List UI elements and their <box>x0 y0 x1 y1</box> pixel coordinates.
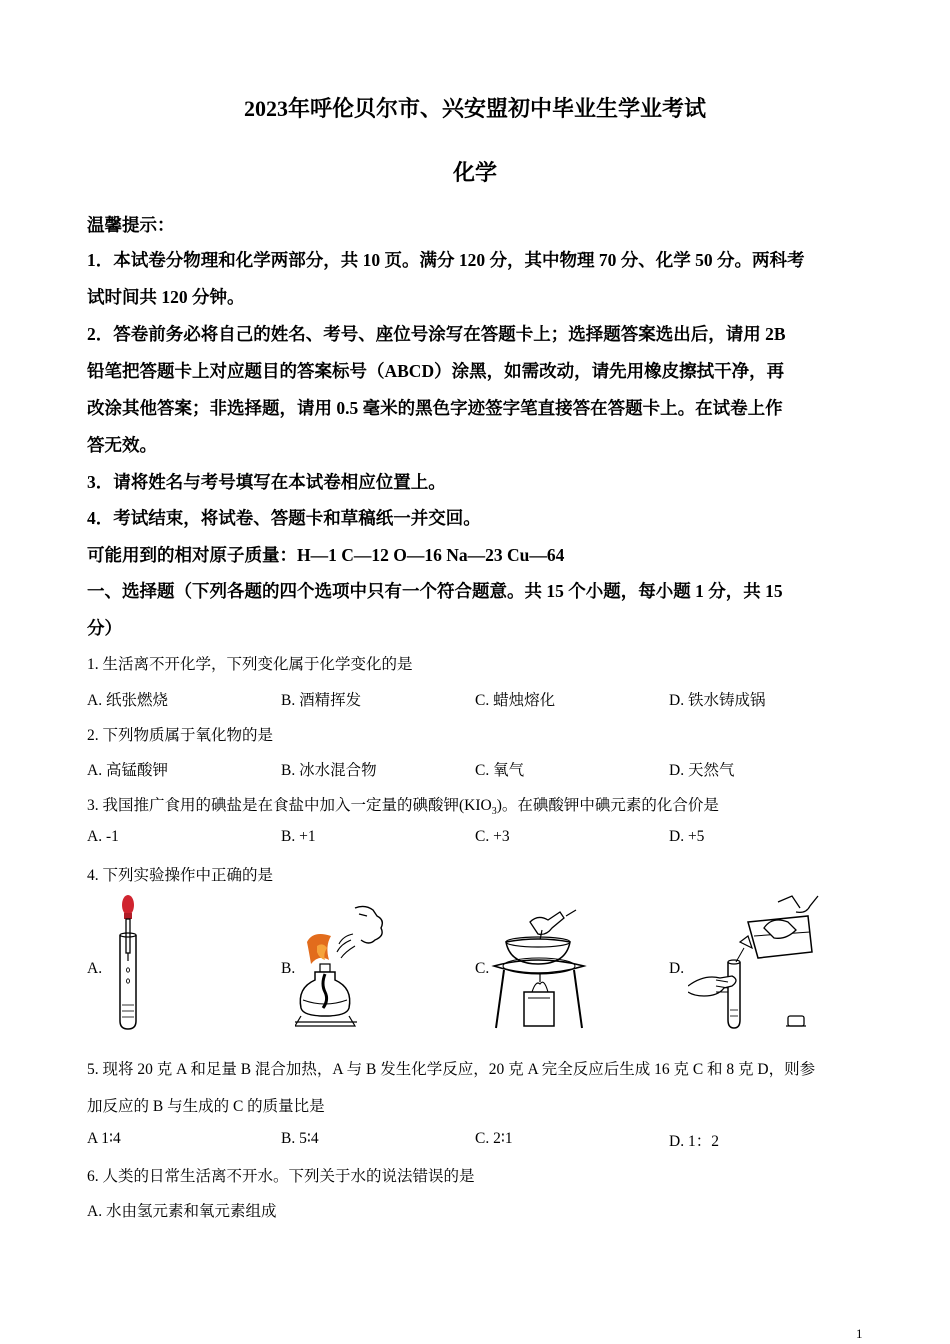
question-5-option-d[interactable]: D. 1：2 <box>669 1133 719 1150</box>
question-4-option-c[interactable]: C. <box>475 960 490 977</box>
dropper-in-test-tube-icon <box>110 893 150 1031</box>
pouring-liquid-into-test-tube-icon <box>688 892 823 1032</box>
question-2-option-d[interactable]: D. 天然气 <box>669 762 735 779</box>
question-3-option-c[interactable]: C. +3 <box>475 828 510 845</box>
question-3-stem <box>87 793 719 817</box>
page-number: 1 <box>856 1326 863 1341</box>
question-3-option-a[interactable]: A. -1 <box>87 828 119 845</box>
note-1-line-2: 试时间共 120 分钟。 <box>87 287 245 307</box>
question-2-option-b[interactable]: B. 冰水混合物 <box>281 762 377 779</box>
question-4-option-d[interactable]: D. <box>669 960 685 977</box>
section-1-heading-line-2: 分） <box>87 618 122 638</box>
question-3-stem-part-2: )。在碘酸钾中碘元素的化合价是 <box>496 797 719 814</box>
question-5-stem-line-2: 加反应的 B 与生成的 C 的质量比是 <box>87 1098 325 1115</box>
question-1-option-b[interactable]: B. 酒精挥发 <box>281 692 362 709</box>
question-2-option-c[interactable]: C. 氧气 <box>475 762 525 779</box>
atomic-masses: 可能用到的相对原子质量：H—1 C—12 O—16 Na—23 Cu—64 <box>87 545 565 565</box>
note-2-line-3: 改涂其他答案；非选择题，请用 0.5 毫米的黑色字迹签字笔直接答在答题卡上。在试卷上作 <box>87 398 783 418</box>
question-4-option-a[interactable]: A. <box>87 960 103 977</box>
question-3-option-b[interactable]: B. +1 <box>281 828 316 845</box>
subject-title: 化学 <box>452 160 497 185</box>
question-2-option-a[interactable]: A. 高锰酸钾 <box>87 762 168 779</box>
question-5-stem-line-1: 5. 现将 20 克 A 和足量 B 混合加热，A 与 B 发生化学反应，20 克 A 完全反应后生成 16 克 C 和 8 克 D，则参 <box>87 1061 816 1078</box>
question-4-option-b[interactable]: B. <box>281 960 296 977</box>
note-2-line-1: 2．答卷前务必将自己的姓名、考号、座位号涂写在答题卡上；选择题答案选出后，请用 2B <box>87 324 786 344</box>
question-1-option-a[interactable]: A. 纸张燃烧 <box>87 692 168 709</box>
note-1-line-1: 1．本试卷分物理和化学两部分，共 10 页。满分 120 分，其中物理 70 分、化学 50 分。两科考 <box>87 250 805 270</box>
question-5-option-a[interactable]: A 1∶4 <box>87 1130 121 1147</box>
question-1-stem: 1. 生活离不开化学，下列变化属于化学变化的是 <box>87 656 413 673</box>
section-1-heading-line-1: 一、选择题（下列各题的四个选项中只有一个符合题意。共 15 个小题，每小题 1 分，共 15 <box>87 581 783 601</box>
question-3-option-d[interactable]: D. +5 <box>669 828 705 845</box>
exam-title: 2023年呼伦贝尔市、兴安盟初中毕业生学业考试 <box>243 96 706 121</box>
note-2-line-4: 答无效。 <box>87 435 157 455</box>
question-5-option-b[interactable]: B. 5∶4 <box>281 1130 319 1147</box>
question-1-option-c[interactable]: C. 蜡烛熔化 <box>475 692 556 709</box>
question-5-option-c[interactable]: C. 2∶1 <box>475 1130 513 1147</box>
notes-heading: 温馨提示： <box>87 215 175 235</box>
evaporating-dish-on-tripod-icon <box>490 906 590 1030</box>
note-3: 3．请将姓名与考号填写在本试卷相应位置上。 <box>87 472 446 492</box>
note-2-line-2: 铅笔把答题卡上对应题目的答案标号（ABCD）涂黑，如需改动，请先用橡皮擦拭干净，再 <box>87 361 785 381</box>
question-2-stem: 2. 下列物质属于氧化物的是 <box>87 727 274 744</box>
note-4: 4．考试结束，将试卷、答题卡和草稿纸一并交回。 <box>87 508 481 528</box>
question-3-stem-part-1: 3. 我国推广食用的碘盐是在食盐中加入一定量的碘酸钾(KIO <box>87 797 492 814</box>
question-6-stem: 6. 人类的日常生活离不开水。下列关于水的说法错误的是 <box>87 1168 475 1185</box>
question-4-stem: 4. 下列实验操作中正确的是 <box>87 867 274 884</box>
question-3-subscript: 3 <box>491 806 497 818</box>
question-6-option-a[interactable]: A. 水由氢元素和氧元素组成 <box>87 1203 277 1220</box>
blowing-out-alcohol-lamp-icon <box>295 900 405 1032</box>
question-1-option-d[interactable]: D. 铁水铸成锅 <box>669 692 766 709</box>
